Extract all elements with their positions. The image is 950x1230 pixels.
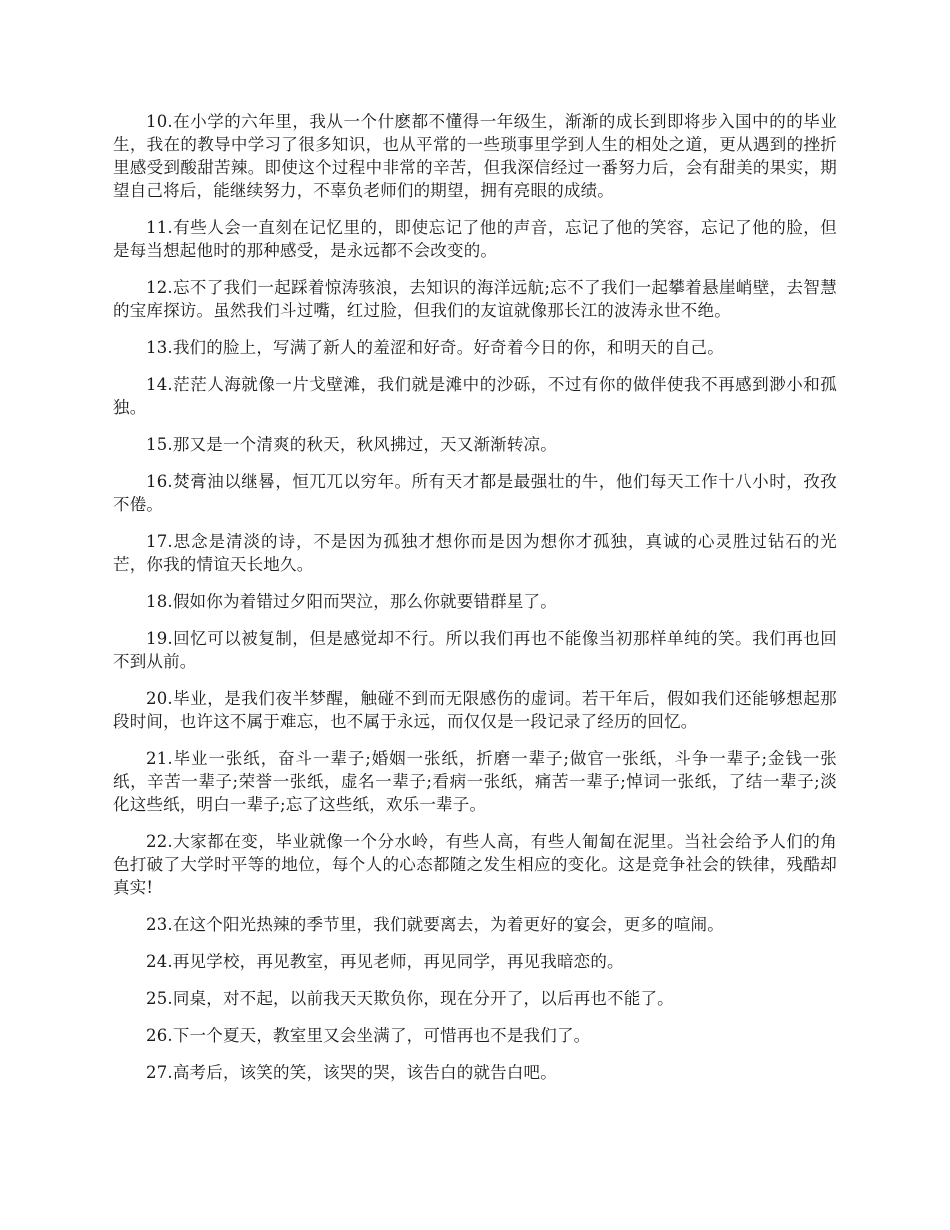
paragraph-14: [113, 373, 837, 419]
paragraph-text: 回忆可以被复制，但是感觉却不行。所以我们再也不能像当初那样单纯的笑。我们再也回不到从前。: [113, 629, 837, 671]
paragraph-11: [113, 216, 837, 262]
paragraph-number: 10.: [146, 112, 173, 131]
paragraph-17: [113, 530, 837, 576]
paragraph-text: 大家都在变，毕业就像一个分水岭，有些人高，有些人匍匐在泥里。当社会给予人们的角色打破了大学时平等的地位，每个人的心态都随之发生相应的变化。这是竞争社会的铁律，残酷却真实!: [113, 832, 837, 897]
paragraph-23: [113, 913, 837, 936]
paragraph-text: 忘不了我们一起踩着惊涛骇浪，去知识的海洋远航;忘不了我们一起攀着悬崖峭壁，去智慧的宝库探访。虽然我们斗过嘴，红过脸，但我们的友谊就像那长江的波涛永世不绝。: [113, 278, 837, 320]
paragraph-text: 毕业，是我们夜半梦醒，触碰不到而无限感伤的虚词。若干年后，假如我们还能够想起那段时间，也许这不属于难忘，也不属于永远，而仅仅是一段记录了经历的回忆。: [113, 689, 837, 731]
paragraph-19: [113, 627, 837, 673]
paragraph-number: 15.: [146, 435, 173, 454]
paragraph-text: 焚膏油以继晷，恒兀兀以穷年。所有天才都是最强壮的牛，他们每天工作十八小时，孜孜不倦。: [113, 472, 837, 514]
paragraph-16: [113, 470, 837, 516]
paragraph-25: [113, 987, 837, 1010]
paragraph-number: 24.: [146, 952, 173, 971]
paragraph-number: 20.: [146, 689, 173, 708]
paragraph-number: 27.: [146, 1063, 173, 1082]
paragraph-number: 14.: [146, 375, 173, 394]
paragraph-18: [113, 590, 837, 613]
paragraph-text: 茫茫人海就像一片戈壁滩，我们就是滩中的沙砾，不过有你的做伴使我不再感到渺小和孤独。: [113, 375, 837, 417]
paragraph-number: 21.: [146, 749, 173, 768]
paragraph-number: 17.: [146, 532, 173, 551]
paragraph-number: 23.: [146, 915, 173, 934]
paragraph-text: 思念是清淡的诗，不是因为孤独才想你而是因为想你才孤独，真诚的心灵胜过钻石的光芒，你我的情谊天长地久。: [113, 532, 837, 574]
paragraph-26: [113, 1024, 837, 1047]
paragraph-27: [113, 1061, 837, 1084]
paragraph-text: 再见学校，再见教室，再见老师，再见同学，再见我暗恋的。: [172, 952, 624, 971]
paragraph-22: [113, 830, 837, 899]
paragraph-text: 那又是一个清爽的秋天，秋风拂过，天又渐渐转凉。: [172, 435, 557, 454]
paragraph-number: 16.: [146, 472, 173, 491]
paragraph-12: [113, 276, 837, 322]
paragraph-number: 13.: [146, 338, 173, 357]
paragraph-13: [113, 336, 837, 359]
paragraph-20: [113, 687, 837, 733]
paragraph-number: 25.: [146, 989, 173, 1008]
paragraph-text: 有些人会一直刻在记忆里的，即使忘记了他的声音，忘记了他的笑容，忘记了他的脸，但是每当想起他时的那种感受，是永远都不会改变的。: [113, 218, 837, 260]
paragraph-text: 高考后，该笑的笑，该哭的哭，该告白的就告白吧。: [172, 1063, 557, 1082]
paragraph-number: 22.: [146, 832, 173, 851]
paragraph-number: 26.: [146, 1026, 173, 1045]
paragraph-text: 在这个阳光热辣的季节里，我们就要离去，为着更好的宴会，更多的喧闹。: [172, 915, 724, 934]
paragraph-24: [113, 950, 837, 973]
paragraph-number: 18.: [146, 592, 173, 611]
paragraph-10: [113, 110, 837, 202]
paragraph-15: [113, 433, 837, 456]
paragraph-number: 19.: [146, 629, 173, 648]
paragraph-text: 下一个夏天，教室里又会坐满了，可惜再也不是我们了。: [172, 1026, 591, 1045]
paragraph-number: 11.: [146, 218, 173, 237]
paragraph-text: 同桌，对不起，以前我天天欺负你，现在分开了，以后再也不能了。: [172, 989, 674, 1008]
paragraph-text: 毕业一张纸，奋斗一辈子;婚姻一张纸，折磨一辈子;做官一张纸，斗争一辈子;金钱一张纸，辛苦一辈子;荣誉一张纸，虚名一辈子;看病一张纸，痛苦一辈子;悼词一张纸，了结一辈子;淡化这些纸，明白一辈子;忘了这些纸，欢乐一辈子。: [113, 749, 837, 814]
paragraph-number: 12.: [146, 278, 173, 297]
paragraph-text: 假如你为着错过夕阳而哭泣，那么你就要错群星了。: [172, 592, 557, 611]
paragraph-text: 在小学的六年里，我从一个什麽都不懂得一年级生，渐渐的成长到即将步入国中的的毕业生，我在的教导中学习了很多知识，也从平常的一些琐事里学到人生的相处之道，更从遇到的挫折里感受到酸甜苦辣。即使这个过程中非常的辛苦，但我深信经过一番努力后，会有甜美的果实，期望自己将后，能继续努力，不辜负老师们的期望，拥有亮眼的成绩。: [113, 112, 837, 200]
paragraph-21: [113, 747, 837, 816]
paragraph-text: 我们的脸上，写满了新人的羞涩和好奇。好奇着今日的你，和明天的自己。: [172, 338, 724, 357]
